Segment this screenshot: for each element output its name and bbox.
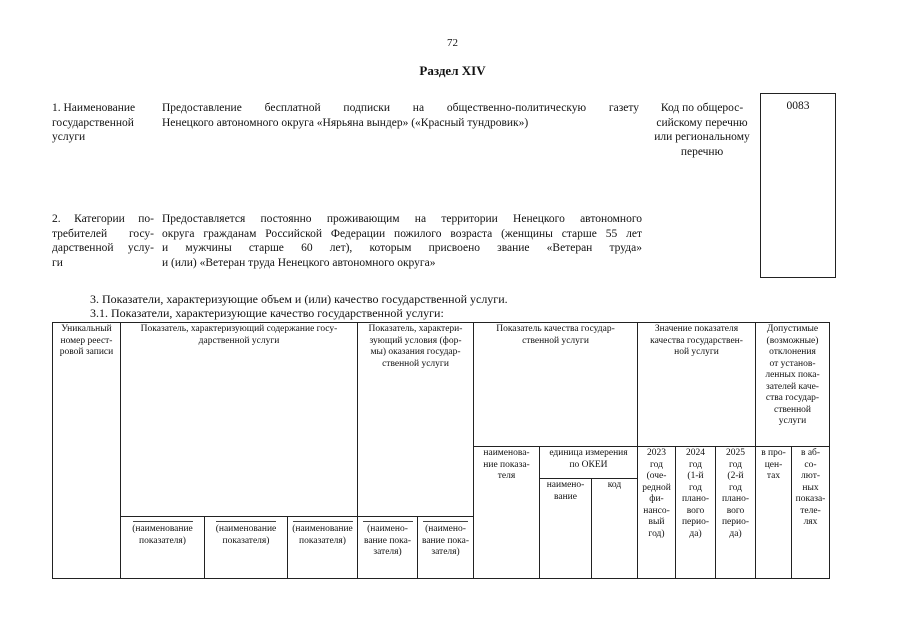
content-indicator-header: Показатель, характеризующий содержание госу- дарственной услуги bbox=[121, 323, 358, 517]
label-line: услуги bbox=[52, 131, 86, 143]
unit-header: единица измерения по ОКЕИ bbox=[540, 447, 638, 479]
page-number: 72 bbox=[447, 37, 458, 49]
quality-indicator-header: Показатель качества государ- ственной услуги bbox=[474, 323, 638, 447]
code-label-line: или региональному bbox=[654, 131, 750, 143]
code-label-line: Код по общерос- bbox=[660, 102, 744, 114]
indicator-name-header: наименова- ние показа- теля bbox=[474, 447, 540, 579]
year-2025-header: 2025 год (2-й год плано- вого перио- да) bbox=[716, 447, 756, 579]
service-name-label bbox=[52, 101, 152, 145]
consumer-category-value bbox=[162, 212, 642, 270]
content-indicator-name: (наименование показателя) bbox=[288, 517, 358, 579]
unique-number-header: Уникальный номер реест- ровой записи bbox=[53, 323, 121, 579]
label-line: государственной bbox=[52, 116, 134, 129]
value-line: и мужчины старше 60 лет), которым присвоено звание «Ветеран труда» bbox=[162, 242, 642, 254]
year-2024-header: 2024 год (1-й год плано- вого перио- да) bbox=[676, 447, 716, 579]
value-line: округа гражданам Российской Федерации пожилого возраста (женщины старше 55 лет bbox=[162, 227, 642, 240]
item-3-heading: 3. Показатели, характеризующие объем и (или) качество государственной услуги. bbox=[90, 292, 508, 306]
value-line: Предоставление бесплатной подписки на общественно-политическую газету bbox=[162, 102, 639, 114]
code-label bbox=[646, 101, 758, 159]
deviation-header: Допустимые (возможные) отклонения от установ- ленных пока- зателей каче- ства государ- ственной услуги bbox=[756, 323, 830, 447]
label-line: дарственной услу- bbox=[52, 242, 154, 254]
label-line: 2. Категории по- bbox=[52, 213, 154, 225]
code-label-line: сийскому перечню bbox=[656, 116, 748, 129]
label-line: требителей госу- bbox=[52, 227, 154, 240]
unit-name-header: наимено- вание bbox=[540, 479, 592, 579]
section-title: Раздел XIV bbox=[419, 63, 486, 78]
code-value: 0083 bbox=[786, 100, 810, 112]
value-header: Значение показателя качества государствен- ной услуги bbox=[638, 323, 756, 447]
condition-indicator-name: (наимено- вание пока- зателя) bbox=[358, 517, 418, 579]
year-2023-header: 2023 год (оче- редной фи- нансо- вый год) bbox=[638, 447, 676, 579]
content-indicator-name: (наименование показателя) bbox=[205, 517, 288, 579]
quality-indicators-table bbox=[52, 322, 830, 579]
code-box bbox=[760, 93, 836, 278]
condition-indicator-name: (наимено- вание пока- зателя) bbox=[418, 517, 474, 579]
consumer-category-label bbox=[52, 212, 154, 270]
value-line: Предоставляется постоянно проживающим на территории Ненецкого автономного bbox=[162, 213, 642, 225]
value-line: Ненецкого автономного округа «Нярьяна вындер» («Красный тундровик») bbox=[162, 116, 529, 129]
content-indicator-name: (наименование показателя) bbox=[121, 517, 205, 579]
unit-code-header: код bbox=[592, 479, 638, 579]
label-line: 1. Наименование bbox=[52, 102, 136, 114]
conditions-indicator-header: Показатель, характери- зующий условия (фор- мы) оказания государ- ственной услуги bbox=[358, 323, 474, 517]
in-percent-header: в про- цен- тах bbox=[756, 447, 792, 579]
item-3-1-heading: 3.1. Показатели, характеризующие качество государственной услуги: bbox=[90, 306, 444, 320]
service-name-value bbox=[162, 101, 639, 130]
label-line: ги bbox=[52, 256, 63, 269]
code-label-line: перечню bbox=[680, 145, 724, 158]
in-absolute-header: в аб- со- лют- ных показа- теле- лях bbox=[792, 447, 830, 579]
value-line: и (или) «Ветеран труда Ненецкого автономного округа» bbox=[162, 256, 436, 269]
